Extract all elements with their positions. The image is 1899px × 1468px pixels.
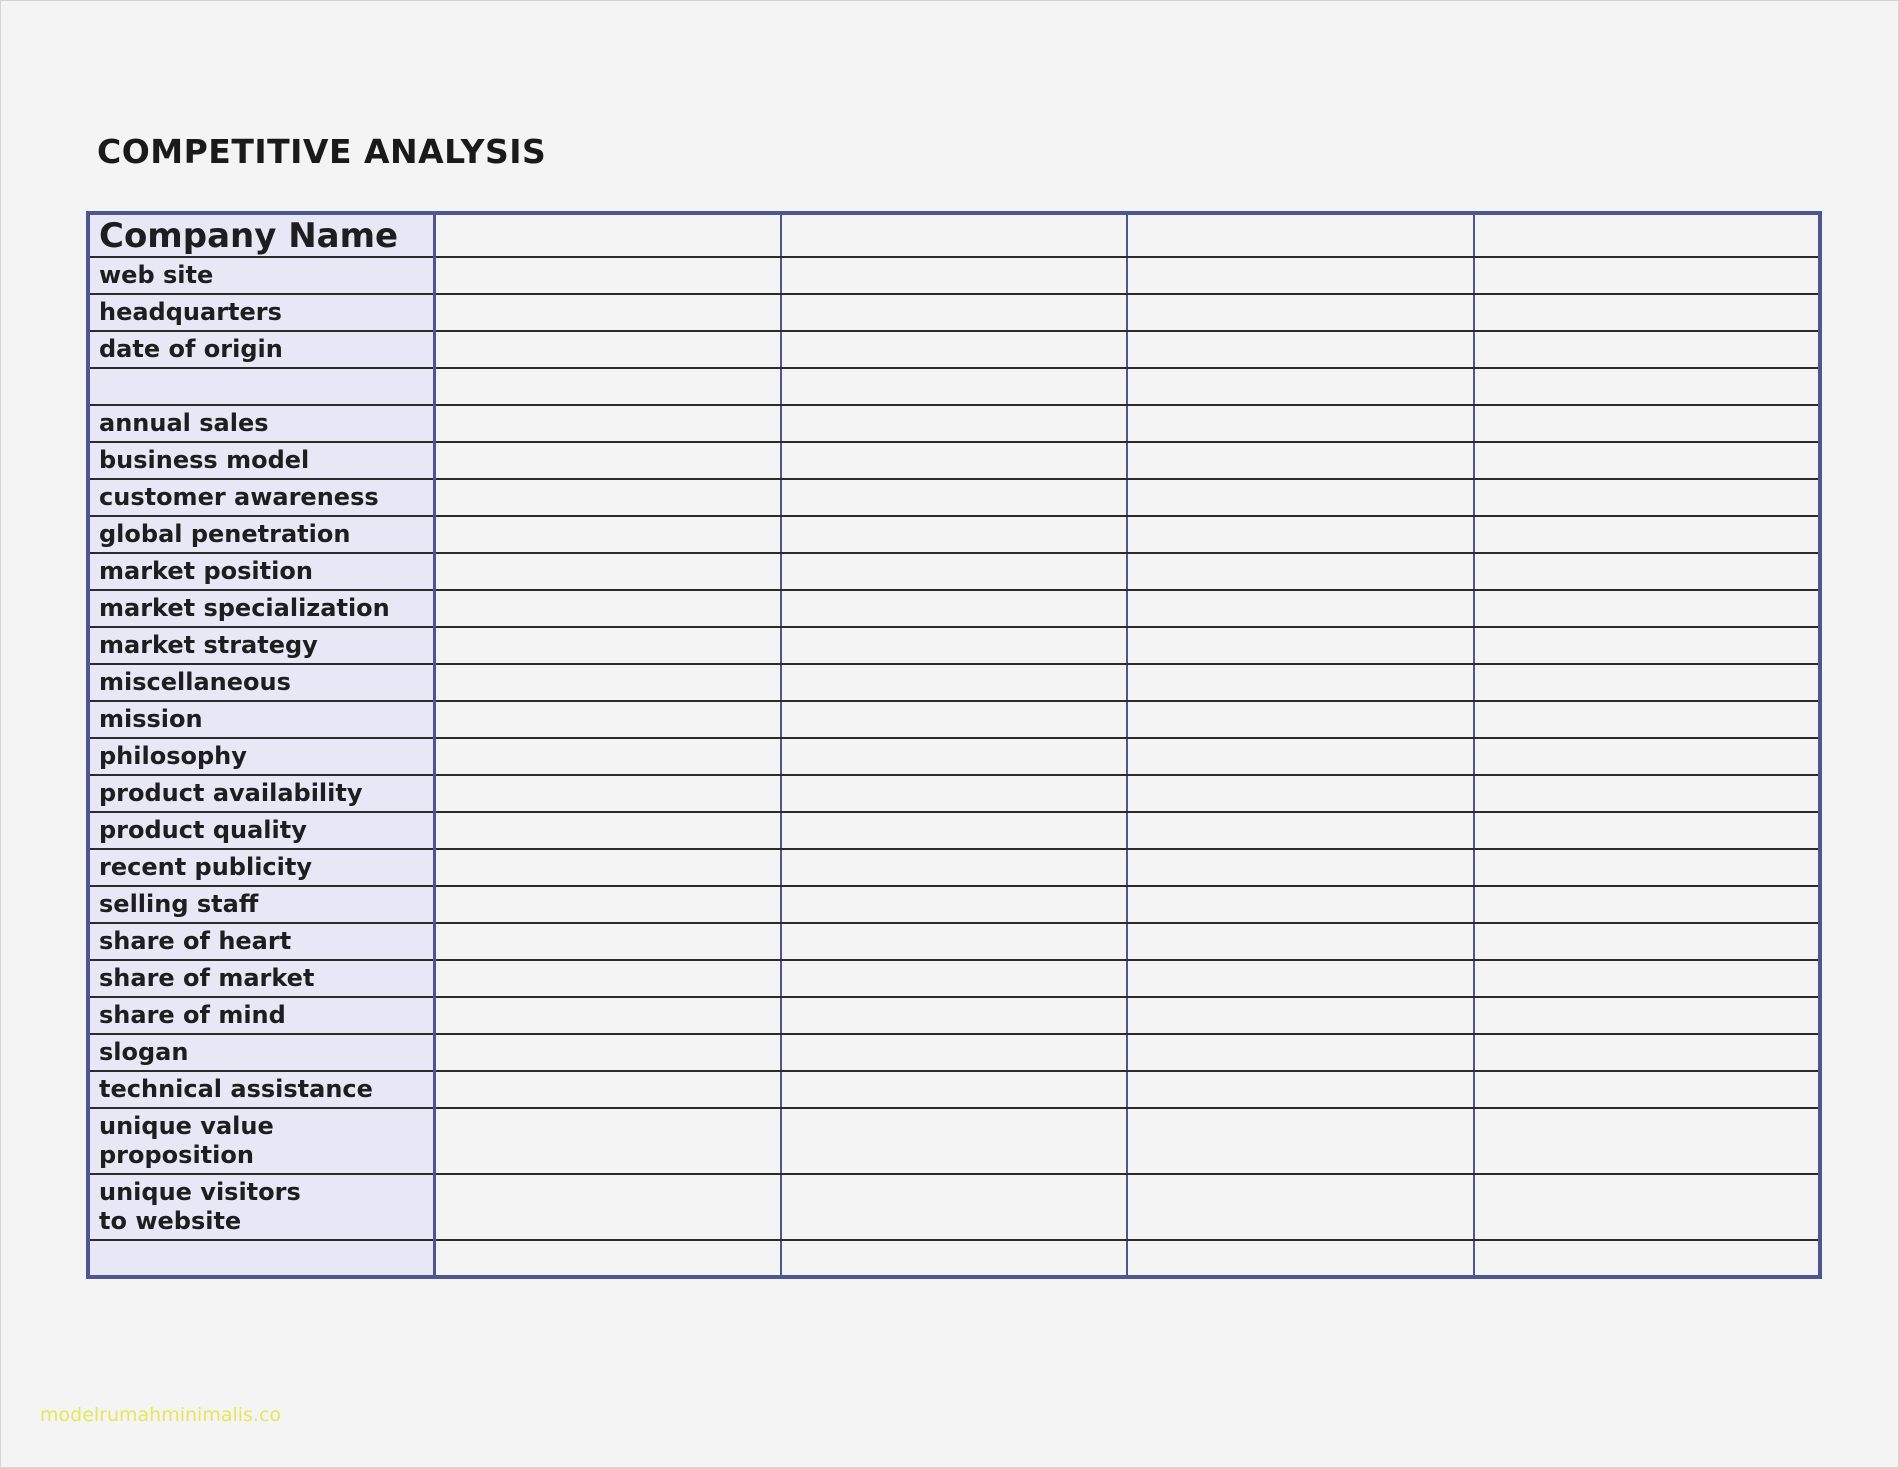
row-label: share of mind xyxy=(88,997,434,1034)
table-row xyxy=(88,960,1820,997)
data-cell[interactable] xyxy=(1474,1174,1821,1240)
data-cell[interactable] xyxy=(1127,1174,1474,1240)
table-row xyxy=(88,627,1820,664)
row-label: recent publicity xyxy=(88,849,434,886)
data-cell[interactable] xyxy=(1474,516,1821,553)
data-cell[interactable] xyxy=(434,516,781,553)
data-cell[interactable] xyxy=(1474,960,1821,997)
row-label: market strategy xyxy=(88,627,434,664)
data-cell[interactable] xyxy=(1127,1108,1474,1174)
data-cell[interactable] xyxy=(781,479,1128,516)
data-cell[interactable] xyxy=(434,775,781,812)
data-cell[interactable] xyxy=(781,1108,1128,1174)
row-label: unique visitors to website xyxy=(88,1174,434,1240)
data-cell[interactable] xyxy=(781,812,1128,849)
row-label: mission xyxy=(88,701,434,738)
data-cell[interactable] xyxy=(1127,664,1474,701)
table-row xyxy=(88,849,1820,886)
data-cell[interactable] xyxy=(434,997,781,1034)
data-cell[interactable] xyxy=(781,1034,1128,1071)
row-label: web site xyxy=(88,257,434,294)
data-cell[interactable] xyxy=(1474,701,1821,738)
document-title: COMPETITIVE ANALYSIS xyxy=(97,132,547,171)
data-cell[interactable] xyxy=(1127,553,1474,590)
data-cell[interactable] xyxy=(1474,849,1821,886)
row-label: unique value proposition xyxy=(88,1108,434,1174)
data-cell[interactable] xyxy=(781,738,1128,775)
row-label: share of market xyxy=(88,960,434,997)
data-cell[interactable] xyxy=(781,368,1128,405)
data-cell[interactable] xyxy=(1127,590,1474,627)
data-cell[interactable] xyxy=(781,701,1128,738)
row-label: philosophy xyxy=(88,738,434,775)
data-cell[interactable] xyxy=(434,627,781,664)
row-label: product availability xyxy=(88,775,434,812)
data-cell[interactable] xyxy=(1474,442,1821,479)
data-cell[interactable] xyxy=(781,257,1128,294)
row-label: global penetration xyxy=(88,516,434,553)
data-cell[interactable] xyxy=(1474,1108,1821,1174)
data-cell[interactable] xyxy=(434,405,781,442)
table-row xyxy=(88,775,1820,812)
data-cell[interactable] xyxy=(1474,812,1821,849)
table-row xyxy=(88,701,1820,738)
row-label: slogan xyxy=(88,1034,434,1071)
table-row xyxy=(88,516,1820,553)
table-row xyxy=(88,1240,1820,1277)
data-cell[interactable] xyxy=(434,368,781,405)
data-cell[interactable] xyxy=(1474,923,1821,960)
table-row xyxy=(88,257,1820,294)
data-cell[interactable] xyxy=(1127,1071,1474,1108)
data-cell[interactable] xyxy=(1127,775,1474,812)
competitor-name-cell[interactable] xyxy=(1127,213,1474,257)
competitor-name-cell[interactable] xyxy=(781,213,1128,257)
data-cell[interactable] xyxy=(781,331,1128,368)
data-cell[interactable] xyxy=(434,960,781,997)
data-cell[interactable] xyxy=(781,553,1128,590)
header-row xyxy=(88,213,1820,257)
data-cell[interactable] xyxy=(1127,960,1474,997)
data-cell[interactable] xyxy=(434,553,781,590)
data-cell[interactable] xyxy=(434,923,781,960)
data-cell[interactable] xyxy=(1127,257,1474,294)
row-label xyxy=(88,368,434,405)
row-label: technical assistance xyxy=(88,1071,434,1108)
data-cell[interactable] xyxy=(434,1240,781,1277)
data-cell[interactable] xyxy=(781,923,1128,960)
row-label: customer awareness xyxy=(88,479,434,516)
data-cell[interactable] xyxy=(1474,331,1821,368)
table-row xyxy=(88,664,1820,701)
row-label: headquarters xyxy=(88,294,434,331)
row-label: market position xyxy=(88,553,434,590)
data-cell[interactable] xyxy=(781,516,1128,553)
data-cell[interactable] xyxy=(1474,997,1821,1034)
data-cell[interactable] xyxy=(781,960,1128,997)
competitor-name-cell[interactable] xyxy=(1474,213,1821,257)
data-cell[interactable] xyxy=(1127,812,1474,849)
table-row xyxy=(88,590,1820,627)
data-cell[interactable] xyxy=(434,442,781,479)
data-cell[interactable] xyxy=(781,590,1128,627)
table-row xyxy=(88,405,1820,442)
data-cell[interactable] xyxy=(1127,405,1474,442)
data-cell[interactable] xyxy=(781,627,1128,664)
data-cell[interactable] xyxy=(434,257,781,294)
data-cell[interactable] xyxy=(1474,627,1821,664)
data-cell[interactable] xyxy=(1474,405,1821,442)
row-label: selling staff xyxy=(88,886,434,923)
data-cell[interactable] xyxy=(434,479,781,516)
data-cell[interactable] xyxy=(781,442,1128,479)
row-label xyxy=(88,1240,434,1277)
row-label: miscellaneous xyxy=(88,664,434,701)
data-cell[interactable] xyxy=(1127,997,1474,1034)
data-cell[interactable] xyxy=(1474,294,1821,331)
data-cell[interactable] xyxy=(781,997,1128,1034)
data-cell[interactable] xyxy=(1127,738,1474,775)
data-cell[interactable] xyxy=(1127,923,1474,960)
data-cell[interactable] xyxy=(1474,886,1821,923)
table-row xyxy=(88,1034,1820,1071)
table-row xyxy=(88,1071,1820,1108)
data-cell[interactable] xyxy=(781,405,1128,442)
row-label: date of origin xyxy=(88,331,434,368)
row-label: share of heart xyxy=(88,923,434,960)
competitive-analysis-table xyxy=(86,211,1822,1279)
data-cell[interactable] xyxy=(1127,1034,1474,1071)
row-label: business model xyxy=(88,442,434,479)
competitor-name-cell[interactable] xyxy=(434,213,781,257)
data-cell[interactable] xyxy=(1127,442,1474,479)
table-row xyxy=(88,331,1820,368)
data-cell[interactable] xyxy=(1474,1240,1821,1277)
data-cell[interactable] xyxy=(1474,664,1821,701)
data-cell[interactable] xyxy=(781,849,1128,886)
data-cell[interactable] xyxy=(1127,886,1474,923)
table-row xyxy=(88,1174,1820,1240)
table-row xyxy=(88,368,1820,405)
data-cell[interactable] xyxy=(434,1108,781,1174)
data-cell[interactable] xyxy=(1127,1240,1474,1277)
data-cell[interactable] xyxy=(1127,701,1474,738)
data-cell[interactable] xyxy=(1127,294,1474,331)
data-cell[interactable] xyxy=(1474,479,1821,516)
data-cell[interactable] xyxy=(434,1034,781,1071)
data-cell[interactable] xyxy=(781,1174,1128,1240)
data-cell[interactable] xyxy=(434,1071,781,1108)
table-row xyxy=(88,442,1820,479)
table-row xyxy=(88,886,1820,923)
company-name-header: Company Name xyxy=(88,213,434,257)
data-cell[interactable] xyxy=(1127,627,1474,664)
data-cell[interactable] xyxy=(434,1174,781,1240)
data-cell[interactable] xyxy=(1474,590,1821,627)
data-cell[interactable] xyxy=(434,590,781,627)
data-cell[interactable] xyxy=(434,664,781,701)
data-cell[interactable] xyxy=(1127,368,1474,405)
table-row xyxy=(88,997,1820,1034)
data-cell[interactable] xyxy=(781,886,1128,923)
data-cell[interactable] xyxy=(1474,1034,1821,1071)
data-cell[interactable] xyxy=(1474,1071,1821,1108)
row-label: annual sales xyxy=(88,405,434,442)
data-cell[interactable] xyxy=(781,775,1128,812)
data-cell[interactable] xyxy=(434,812,781,849)
table-row xyxy=(88,812,1820,849)
data-cell[interactable] xyxy=(434,738,781,775)
data-cell[interactable] xyxy=(781,1240,1128,1277)
data-cell[interactable] xyxy=(1474,553,1821,590)
data-cell[interactable] xyxy=(1474,257,1821,294)
data-cell[interactable] xyxy=(781,294,1128,331)
data-cell[interactable] xyxy=(1474,738,1821,775)
table-row xyxy=(88,738,1820,775)
data-cell[interactable] xyxy=(781,664,1128,701)
data-cell[interactable] xyxy=(434,886,781,923)
row-label: market specialization xyxy=(88,590,434,627)
data-cell[interactable] xyxy=(1474,368,1821,405)
row-label: product quality xyxy=(88,812,434,849)
watermark-text: modelrumahminimalis.co xyxy=(40,1404,282,1426)
data-cell[interactable] xyxy=(1127,516,1474,553)
data-cell[interactable] xyxy=(434,331,781,368)
data-cell[interactable] xyxy=(781,1071,1128,1108)
data-cell[interactable] xyxy=(434,701,781,738)
data-cell[interactable] xyxy=(434,294,781,331)
data-cell[interactable] xyxy=(1127,849,1474,886)
table-row xyxy=(88,923,1820,960)
data-cell[interactable] xyxy=(434,849,781,886)
data-cell[interactable] xyxy=(1474,775,1821,812)
table-row xyxy=(88,553,1820,590)
data-cell[interactable] xyxy=(1127,479,1474,516)
table-row xyxy=(88,479,1820,516)
table-row xyxy=(88,1108,1820,1174)
data-cell[interactable] xyxy=(1127,331,1474,368)
table-row xyxy=(88,294,1820,331)
